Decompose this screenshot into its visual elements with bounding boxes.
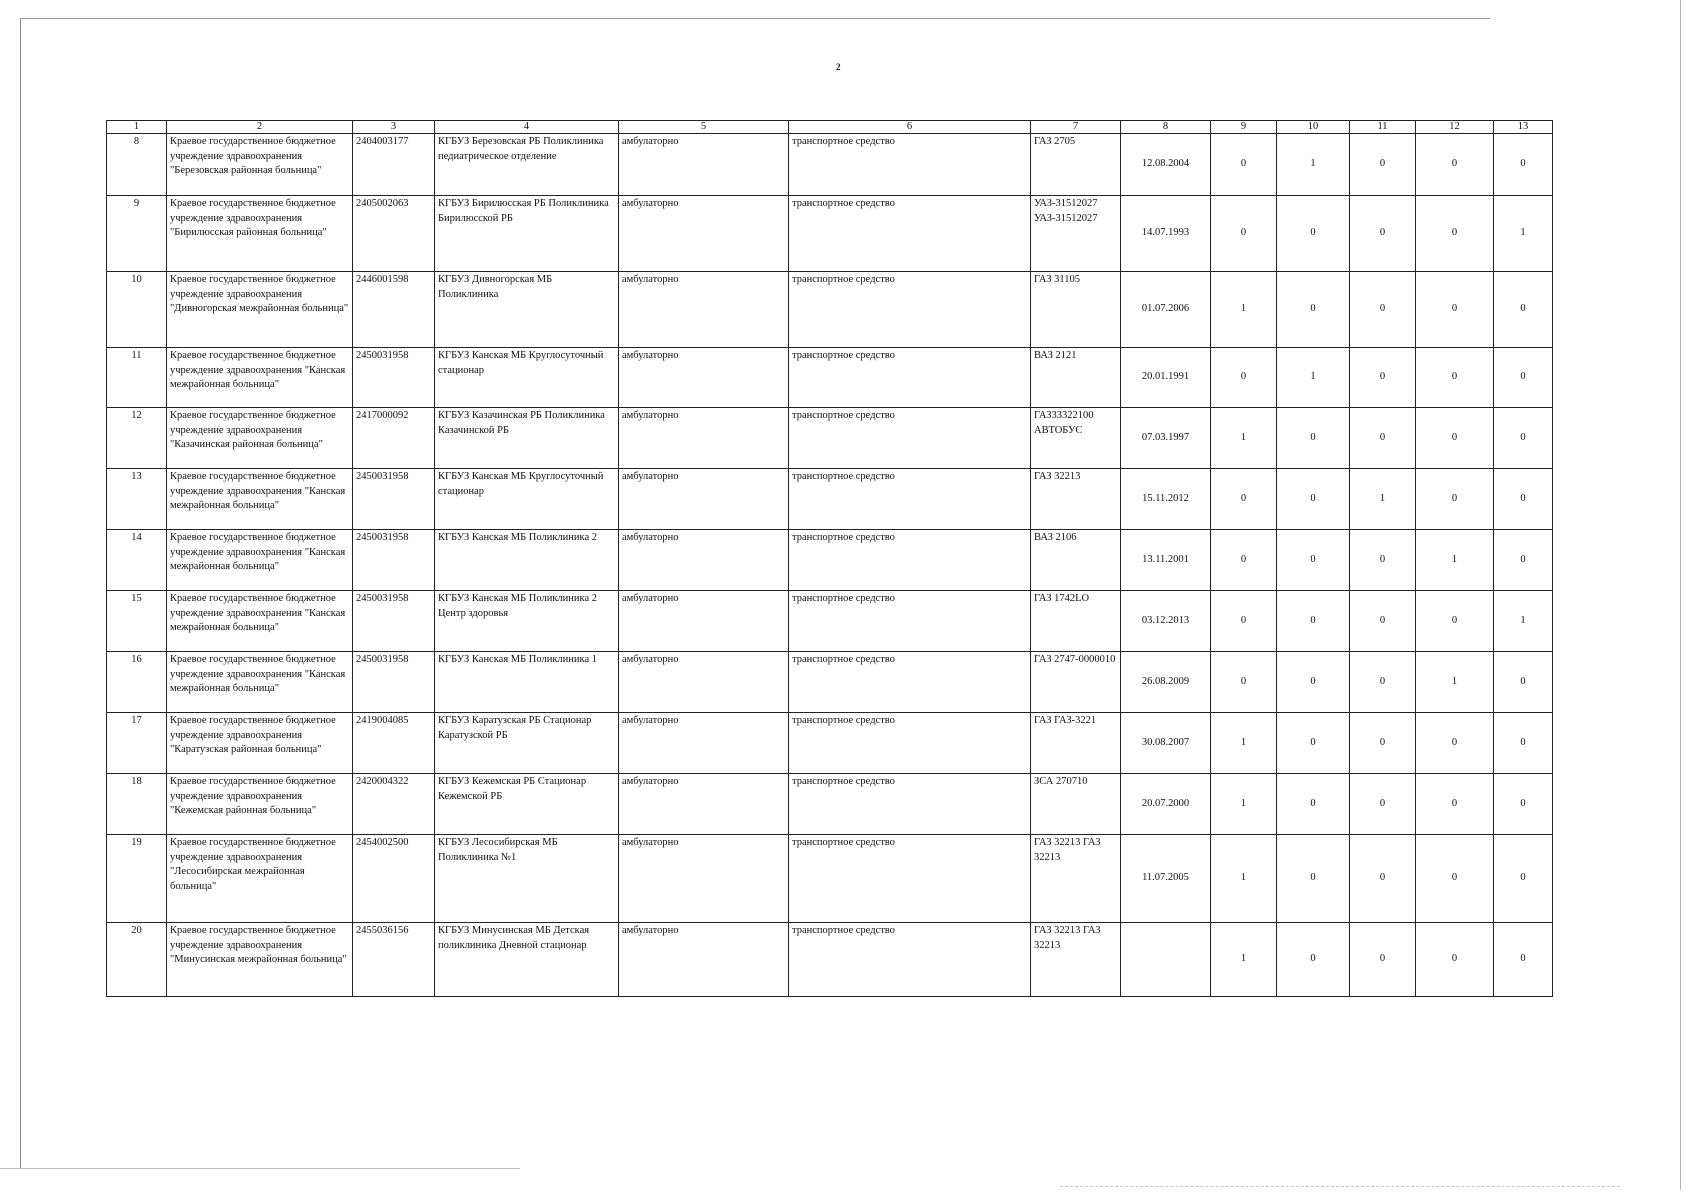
scan-edge-bottom (0, 1168, 520, 1169)
column-header: 6 (789, 121, 1031, 134)
cell-vehicle: ГАЗ 2705 (1031, 134, 1121, 196)
cell-row-number: 19 (107, 835, 167, 923)
cell-row-number: 13 (107, 469, 167, 530)
cell-organization: Краевое государственное бюджетное учреждение здравоохранения "Минусинская межрайонная больница" (167, 923, 353, 997)
cell-care-type: амбулаторно (619, 408, 789, 469)
column-header: 9 (1211, 121, 1277, 134)
cell-date: 14.07.1993 (1121, 196, 1211, 272)
cell-col13: 0 (1494, 272, 1553, 348)
cell-col11: 0 (1350, 408, 1416, 469)
cell-vehicle: ГАЗ ГАЗ-3221 (1031, 713, 1121, 774)
cell-date: 07.03.1997 (1121, 408, 1211, 469)
cell-vehicle: ЗСА 270710 (1031, 774, 1121, 835)
cell-organization: Краевое государственное бюджетное учреждение здравоохранения "Канская межрайонная больница" (167, 591, 353, 652)
cell-organization: Краевое государственное бюджетное учреждение здравоохранения "Канская межрайонная больница" (167, 530, 353, 591)
cell-vehicle: УАЗ-31512027 УАЗ-31512027 (1031, 196, 1121, 272)
cell-col10: 0 (1277, 408, 1350, 469)
cell-col13: 1 (1494, 591, 1553, 652)
cell-subdivision: КГБУЗ Каратузская РБ Стационар Каратузской РБ (435, 713, 619, 774)
cell-care-type: амбулаторно (619, 652, 789, 713)
cell-vehicle: ГАЗ 32213 ГАЗ 32213 (1031, 835, 1121, 923)
scan-edge-top (20, 18, 1490, 19)
cell-inn: 2450031958 (353, 348, 435, 408)
cell-date: 11.07.2005 (1121, 835, 1211, 923)
cell-row-number: 12 (107, 408, 167, 469)
table-row (107, 134, 1553, 196)
cell-col12: 0 (1416, 272, 1494, 348)
column-header: 3 (353, 121, 435, 134)
cell-col11: 0 (1350, 652, 1416, 713)
cell-col13: 0 (1494, 408, 1553, 469)
cell-col9: 0 (1211, 530, 1277, 591)
scan-edge-left (20, 18, 21, 1168)
cell-equipment-kind: транспортное средство (789, 408, 1031, 469)
column-header: 8 (1121, 121, 1211, 134)
cell-equipment-kind: транспортное средство (789, 272, 1031, 348)
cell-inn: 2455036156 (353, 923, 435, 997)
cell-row-number: 9 (107, 196, 167, 272)
cell-col13: 0 (1494, 713, 1553, 774)
table-row (107, 530, 1553, 591)
cell-equipment-kind: транспортное средство (789, 923, 1031, 997)
cell-row-number: 16 (107, 652, 167, 713)
cell-equipment-kind: транспортное средство (789, 591, 1031, 652)
cell-date: 03.12.2013 (1121, 591, 1211, 652)
cell-organization: Краевое государственное бюджетное учреждение здравоохранения "Лесосибирская межрайонная больница" (167, 835, 353, 923)
cell-col10: 0 (1277, 713, 1350, 774)
cell-inn: 2404003177 (353, 134, 435, 196)
cell-date: 20.07.2000 (1121, 774, 1211, 835)
cell-organization: Краевое государственное бюджетное учреждение здравоохранения "Бирилюсская районная больница" (167, 196, 353, 272)
cell-care-type: амбулаторно (619, 272, 789, 348)
column-header: 7 (1031, 121, 1121, 134)
cell-care-type: амбулаторно (619, 134, 789, 196)
table-header (107, 121, 1553, 134)
cell-date: 15.11.2012 (1121, 469, 1211, 530)
column-header: 4 (435, 121, 619, 134)
cell-date: 01.07.2006 (1121, 272, 1211, 348)
column-header: 10 (1277, 121, 1350, 134)
cell-col11: 1 (1350, 469, 1416, 530)
cell-col10: 0 (1277, 530, 1350, 591)
cell-vehicle: ГАЗ 1742LO (1031, 591, 1121, 652)
cell-col12: 0 (1416, 923, 1494, 997)
cell-vehicle: ВАЗ 2121 (1031, 348, 1121, 408)
cell-col12: 0 (1416, 713, 1494, 774)
cell-col9: 0 (1211, 591, 1277, 652)
cell-col13: 0 (1494, 835, 1553, 923)
cell-col11: 0 (1350, 272, 1416, 348)
cell-col9: 1 (1211, 923, 1277, 997)
cell-col11: 0 (1350, 134, 1416, 196)
cell-col11: 0 (1350, 835, 1416, 923)
cell-col12: 0 (1416, 469, 1494, 530)
cell-col12: 0 (1416, 196, 1494, 272)
cell-vehicle: ВАЗ 2106 (1031, 530, 1121, 591)
cell-subdivision: КГБУЗ Бирилюсская РБ Поликлиника Бирилюсской РБ (435, 196, 619, 272)
cell-col12: 0 (1416, 348, 1494, 408)
cell-inn: 2450031958 (353, 530, 435, 591)
cell-col13: 0 (1494, 652, 1553, 713)
cell-row-number: 8 (107, 134, 167, 196)
cell-col10: 0 (1277, 272, 1350, 348)
scan-edge-bottom-right (1060, 1186, 1620, 1187)
cell-equipment-kind: транспортное средство (789, 835, 1031, 923)
cell-col11: 0 (1350, 196, 1416, 272)
cell-vehicle: ГАЗ 32213 ГАЗ 32213 (1031, 923, 1121, 997)
cell-subdivision: КГБУЗ Дивногорская МБ Поликлиника (435, 272, 619, 348)
cell-col12: 1 (1416, 530, 1494, 591)
cell-col9: 1 (1211, 835, 1277, 923)
cell-equipment-kind: транспортное средство (789, 530, 1031, 591)
cell-inn: 2420004322 (353, 774, 435, 835)
cell-col10: 1 (1277, 134, 1350, 196)
cell-inn: 2419004085 (353, 713, 435, 774)
cell-col10: 0 (1277, 652, 1350, 713)
cell-col11: 0 (1350, 348, 1416, 408)
cell-col10: 0 (1277, 196, 1350, 272)
cell-col12: 0 (1416, 408, 1494, 469)
cell-col9: 0 (1211, 469, 1277, 530)
cell-col11: 0 (1350, 530, 1416, 591)
cell-subdivision: КГБУЗ Канская МБ Поликлиника 2 Центр здоровья (435, 591, 619, 652)
column-header: 12 (1416, 121, 1494, 134)
cell-col13: 0 (1494, 469, 1553, 530)
column-header: 11 (1350, 121, 1416, 134)
cell-date (1121, 923, 1211, 997)
column-header: 13 (1494, 121, 1553, 134)
cell-col13: 0 (1494, 923, 1553, 997)
table-row (107, 835, 1553, 923)
cell-col13: 0 (1494, 348, 1553, 408)
table-row (107, 713, 1553, 774)
cell-row-number: 17 (107, 713, 167, 774)
cell-subdivision: КГБУЗ Казачинская РБ Поликлиника Казачинской РБ (435, 408, 619, 469)
cell-subdivision: КГБУЗ Березовская РБ Поликлиника педиатрическое отделение (435, 134, 619, 196)
cell-inn: 2450031958 (353, 591, 435, 652)
cell-organization: Краевое государственное бюджетное учреждение здравоохранения "Канская межрайонная больница" (167, 469, 353, 530)
table-row (107, 774, 1553, 835)
cell-equipment-kind: транспортное средство (789, 348, 1031, 408)
cell-row-number: 20 (107, 923, 167, 997)
cell-subdivision: КГБУЗ Канская МБ Круглосуточный стационар (435, 469, 619, 530)
cell-col12: 0 (1416, 134, 1494, 196)
cell-subdivision: КГБУЗ Канская МБ Поликлиника 1 (435, 652, 619, 713)
cell-inn: 2454002500 (353, 835, 435, 923)
cell-col11: 0 (1350, 774, 1416, 835)
cell-col9: 0 (1211, 652, 1277, 713)
cell-date: 30.08.2007 (1121, 713, 1211, 774)
cell-organization: Краевое государственное бюджетное учреждение здравоохранения "Казачинская районная больница" (167, 408, 353, 469)
cell-care-type: амбулаторно (619, 713, 789, 774)
table-row (107, 196, 1553, 272)
cell-subdivision: КГБУЗ Канская МБ Круглосуточный стационар (435, 348, 619, 408)
cell-col11: 0 (1350, 923, 1416, 997)
cell-care-type: амбулаторно (619, 469, 789, 530)
cell-equipment-kind: транспортное средство (789, 134, 1031, 196)
cell-col13: 1 (1494, 196, 1553, 272)
cell-organization: Краевое государственное бюджетное учреждение здравоохранения "Каратузская районная больница" (167, 713, 353, 774)
cell-col13: 0 (1494, 774, 1553, 835)
cell-vehicle: ГАЗ 2747-0000010 (1031, 652, 1121, 713)
cell-col9: 0 (1211, 348, 1277, 408)
cell-care-type: амбулаторно (619, 348, 789, 408)
cell-col12: 0 (1416, 774, 1494, 835)
cell-col13: 0 (1494, 530, 1553, 591)
cell-organization: Краевое государственное бюджетное учреждение здравоохранения "Кежемская районная больница" (167, 774, 353, 835)
cell-care-type: амбулаторно (619, 774, 789, 835)
registry-table (106, 120, 1553, 997)
cell-col12: 1 (1416, 652, 1494, 713)
cell-date: 20.01.1991 (1121, 348, 1211, 408)
cell-equipment-kind: транспортное средство (789, 774, 1031, 835)
cell-date: 12.08.2004 (1121, 134, 1211, 196)
cell-organization: Краевое государственное бюджетное учреждение здравоохранения "Канская межрайонная больница" (167, 348, 353, 408)
column-header: 2 (167, 121, 353, 134)
cell-date: 13.11.2001 (1121, 530, 1211, 591)
table-row (107, 272, 1553, 348)
cell-inn: 2450031958 (353, 469, 435, 530)
cell-subdivision: КГБУЗ Минусинская МБ Детская поликлиника Дневной стационар (435, 923, 619, 997)
table-row (107, 923, 1553, 997)
cell-col10: 0 (1277, 835, 1350, 923)
cell-equipment-kind: транспортное средство (789, 196, 1031, 272)
cell-row-number: 18 (107, 774, 167, 835)
cell-organization: Краевое государственное бюджетное учреждение здравоохранения "Дивногорская межрайонная больница" (167, 272, 353, 348)
cell-care-type: амбулаторно (619, 196, 789, 272)
cell-subdivision: КГБУЗ Канская МБ Поликлиника 2 (435, 530, 619, 591)
cell-care-type: амбулаторно (619, 923, 789, 997)
cell-organization: Краевое государственное бюджетное учреждение здравоохранения "Канская межрайонная больница" (167, 652, 353, 713)
page-number: 2 (836, 62, 841, 72)
header-row (107, 121, 1553, 134)
cell-col10: 0 (1277, 923, 1350, 997)
cell-vehicle: ГАЗ 32213 (1031, 469, 1121, 530)
cell-inn: 2446001598 (353, 272, 435, 348)
cell-vehicle: ГАЗ 31105 (1031, 272, 1121, 348)
table-row (107, 408, 1553, 469)
cell-date: 26.08.2009 (1121, 652, 1211, 713)
cell-col10: 1 (1277, 348, 1350, 408)
cell-row-number: 10 (107, 272, 167, 348)
cell-col10: 0 (1277, 591, 1350, 652)
cell-care-type: амбулаторно (619, 835, 789, 923)
cell-col9: 1 (1211, 408, 1277, 469)
cell-col11: 0 (1350, 713, 1416, 774)
cell-equipment-kind: транспортное средство (789, 652, 1031, 713)
cell-col9: 0 (1211, 134, 1277, 196)
cell-col13: 0 (1494, 134, 1553, 196)
column-header: 1 (107, 121, 167, 134)
table-row (107, 348, 1553, 408)
cell-col9: 0 (1211, 196, 1277, 272)
cell-col9: 1 (1211, 774, 1277, 835)
cell-organization: Краевое государственное бюджетное учреждение здравоохранения "Березовская районная больница" (167, 134, 353, 196)
cell-row-number: 11 (107, 348, 167, 408)
cell-col9: 1 (1211, 713, 1277, 774)
cell-vehicle: ГАЗ33322100 АВТОБУС (1031, 408, 1121, 469)
column-header: 5 (619, 121, 789, 134)
cell-inn: 2417000092 (353, 408, 435, 469)
cell-col10: 0 (1277, 469, 1350, 530)
cell-col12: 0 (1416, 591, 1494, 652)
cell-inn: 2405002063 (353, 196, 435, 272)
cell-equipment-kind: транспортное средство (789, 713, 1031, 774)
table-body (107, 134, 1553, 997)
cell-care-type: амбулаторно (619, 530, 789, 591)
cell-inn: 2450031958 (353, 652, 435, 713)
table-row (107, 469, 1553, 530)
cell-col12: 0 (1416, 835, 1494, 923)
scan-edge-right (1680, 0, 1681, 1190)
cell-row-number: 14 (107, 530, 167, 591)
table-row (107, 652, 1553, 713)
cell-col10: 0 (1277, 774, 1350, 835)
cell-care-type: амбулаторно (619, 591, 789, 652)
cell-col9: 1 (1211, 272, 1277, 348)
cell-subdivision: КГБУЗ Кежемская РБ Стационар Кежемской РБ (435, 774, 619, 835)
cell-row-number: 15 (107, 591, 167, 652)
cell-col11: 0 (1350, 591, 1416, 652)
cell-equipment-kind: транспортное средство (789, 469, 1031, 530)
cell-subdivision: КГБУЗ Лесосибирская МБ Поликлиника №1 (435, 835, 619, 923)
table-row (107, 591, 1553, 652)
